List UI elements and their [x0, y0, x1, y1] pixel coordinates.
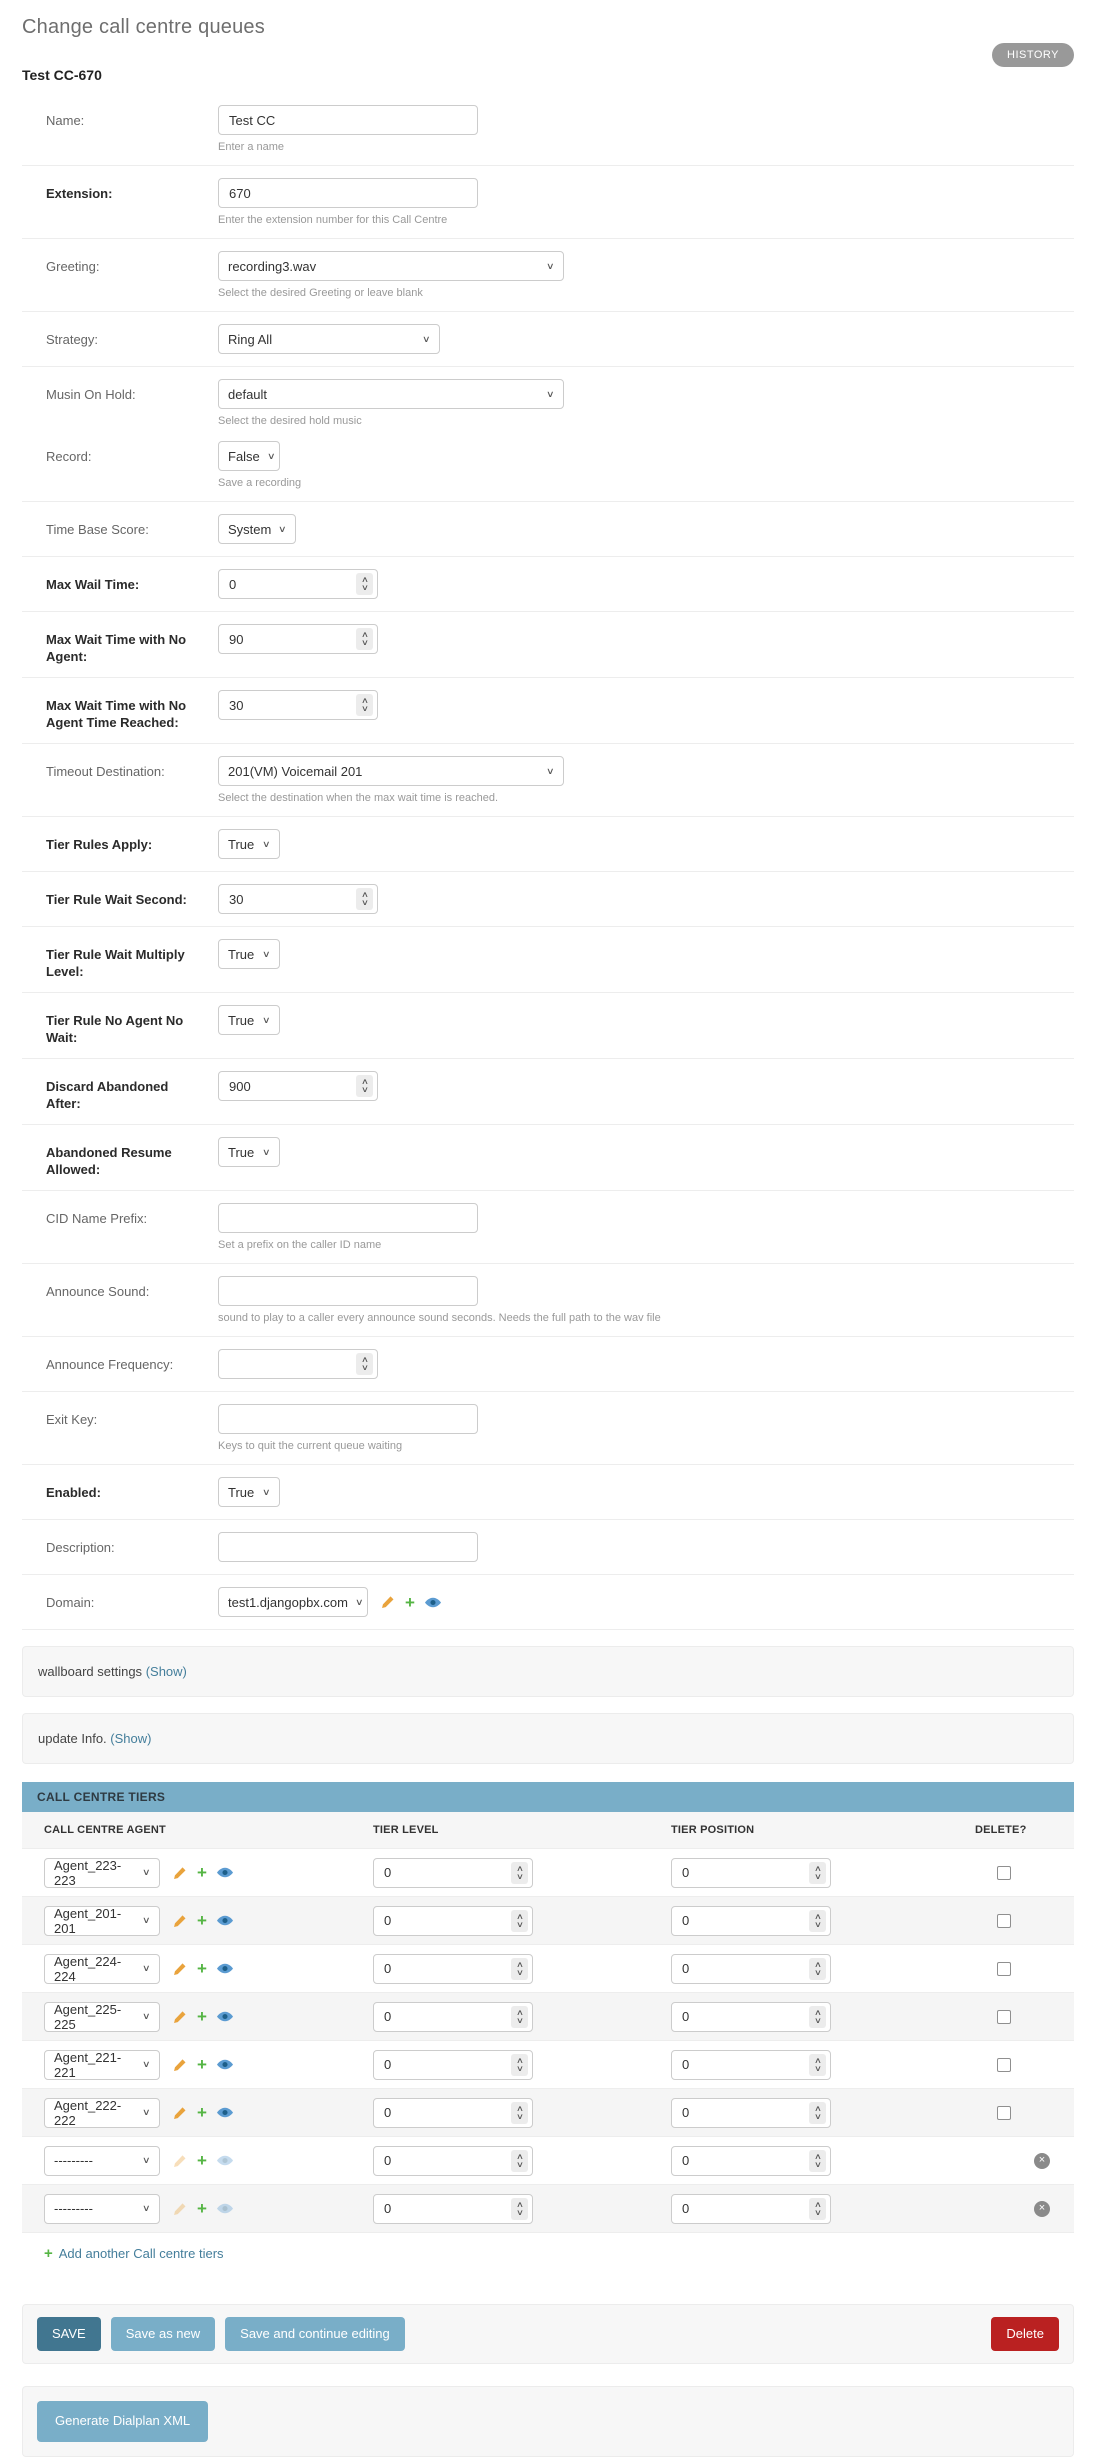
pencil-icon[interactable] — [173, 2154, 187, 2168]
history-button[interactable]: HISTORY — [992, 43, 1074, 67]
tier-position-input[interactable]: 0 ∧ ∨ — [671, 2098, 831, 2128]
tier_rule_wait_second-input[interactable]: 30 ∧ ∨ — [218, 884, 378, 914]
related-widget-icons — [173, 2098, 233, 2128]
chevron-down-icon: ∨ — [142, 2107, 151, 2117]
chevron-down-icon: ∨ — [422, 333, 431, 344]
timeout_destination-select[interactable]: 201(VM) Voicemail 201 ∨ — [218, 756, 564, 786]
spinner-up-icon[interactable]: ∧ — [360, 1355, 369, 1364]
call-centre-agent-select[interactable]: Agent_222-222 ∨ — [44, 2098, 160, 2128]
chevron-down-icon: ∨ — [142, 2011, 151, 2021]
spinner-up-icon[interactable]: ∧ — [515, 2007, 524, 2017]
eye-icon[interactable] — [217, 2203, 233, 2214]
form-row-enabled — [22, 1465, 1074, 1520]
chevron-down-icon: ∨ — [266, 450, 276, 461]
related-widget-icons — [173, 1858, 233, 1888]
call-centre-agent-select[interactable]: Agent_225-225 ∨ — [44, 2002, 160, 2032]
spinner-down-icon[interactable]: ∨ — [360, 704, 369, 713]
save-button[interactable]: SAVE — [37, 2317, 101, 2351]
pencil-icon[interactable] — [173, 1866, 187, 1880]
tier_rules_apply-select[interactable]: True ∨ — [218, 829, 280, 859]
max_wait_time_with_no_agent-label: Max Wait Time with No Agent: — [46, 632, 187, 664]
col-header-tier-level: TIER LEVEL — [373, 1824, 439, 1836]
chevron-down-icon: ∨ — [142, 2155, 151, 2165]
spinner-down-icon[interactable]: ∨ — [360, 898, 369, 907]
spinner-up-icon[interactable]: ∧ — [813, 2151, 822, 2161]
number-spinner[interactable] — [809, 1862, 826, 1884]
form-row-cid_name_prefix — [22, 1191, 1074, 1264]
form-row-exit_key — [22, 1392, 1074, 1465]
content-area — [0, 16, 1096, 2457]
add-icon: + — [44, 2245, 53, 2262]
announce_sound-input[interactable] — [218, 1276, 478, 1306]
spinner-up-icon[interactable]: ∧ — [813, 1959, 822, 1969]
tier-level-input[interactable]: 0 ∧ ∨ — [373, 1858, 533, 1888]
spinner-down-icon[interactable]: ∨ — [360, 583, 369, 592]
chevron-down-icon: ∨ — [142, 1963, 151, 1973]
spinner-down-icon[interactable]: ∨ — [813, 1919, 822, 1929]
form-row-extension — [22, 166, 1074, 239]
plus-icon[interactable]: + — [197, 2151, 207, 2170]
call-centre-agent-select[interactable]: Agent_201-201 ∨ — [44, 1906, 160, 1936]
number-spinner[interactable] — [511, 1910, 528, 1932]
related-widget-icons — [173, 1906, 233, 1936]
spinner-down-icon[interactable]: ∨ — [515, 2207, 524, 2217]
tier-row — [22, 1896, 1074, 1944]
delete-checkbox[interactable] — [997, 1962, 1011, 1976]
spinner-down-icon[interactable]: ∨ — [515, 2111, 524, 2121]
name-help-text: Enter a name — [218, 141, 285, 153]
chevron-down-icon: ∨ — [142, 1867, 151, 1877]
chevron-down-icon: ∨ — [262, 948, 271, 959]
form-row-announce_frequency — [22, 1337, 1074, 1392]
related-widget-icons — [381, 1587, 441, 1617]
pencil-icon[interactable] — [173, 1962, 187, 1976]
eye-icon[interactable] — [217, 1867, 233, 1878]
number-spinner[interactable] — [356, 628, 373, 650]
strategy-select[interactable]: Ring All ∨ — [218, 324, 440, 354]
spinner-down-icon[interactable]: ∨ — [515, 1919, 524, 1929]
delete-checkbox[interactable] — [997, 2010, 1011, 2024]
queue-form — [22, 93, 1074, 1630]
generate-dialplan-xml-button[interactable]: Generate Dialplan XML — [37, 2401, 208, 2441]
col-header-tier-position: TIER POSITION — [671, 1824, 755, 1836]
form-row-tier_rule_wait_multiply_level — [22, 927, 1074, 993]
spinner-up-icon[interactable]: ∧ — [813, 2007, 822, 2017]
music_on_hold-label: Musin On Hold: — [46, 387, 136, 402]
spinner-down-icon[interactable]: ∨ — [813, 2207, 822, 2217]
max_wait_time_with_no_agent_time_reached-label: Max Wait Time with No Agent Time Reached: — [46, 698, 187, 730]
call-centre-agent-select[interactable]: --------- ∨ — [44, 2194, 160, 2224]
number-spinner[interactable] — [511, 2150, 528, 2172]
delete-checkbox[interactable] — [997, 1866, 1011, 1880]
tier_rule_wait_second-label: Tier Rule Wait Second: — [46, 892, 187, 907]
plus-icon[interactable]: + — [405, 1592, 415, 1612]
number-spinner[interactable] — [356, 694, 373, 716]
spinner-down-icon[interactable]: ∨ — [515, 2159, 524, 2169]
related-widget-icons — [173, 2194, 233, 2224]
plus-icon[interactable]: + — [197, 2199, 207, 2218]
wallboard-settings-panel — [22, 1646, 1074, 1697]
spinner-up-icon[interactable]: ∧ — [515, 1959, 524, 1969]
announce_frequency-label: Announce Frequency: — [46, 1357, 174, 1372]
spinner-down-icon[interactable]: ∨ — [813, 2063, 822, 2073]
spinner-up-icon[interactable]: ∧ — [515, 2055, 524, 2065]
tier-level-input[interactable]: 0 ∧ ∨ — [373, 2194, 533, 2224]
call-centre-agent-select[interactable]: Agent_224-224 ∨ — [44, 1954, 160, 1984]
tier-row — [22, 1944, 1074, 1992]
pencil-icon[interactable] — [173, 2010, 187, 2024]
form-row-tier_rule_wait_second — [22, 872, 1074, 927]
object-name: Test CC-670 — [22, 67, 102, 83]
form-row-max_wait_time_with_no_agent — [22, 612, 1074, 678]
chevron-down-icon: ∨ — [262, 1014, 271, 1025]
form-row-time_base_score — [22, 502, 1074, 557]
greeting-help-text: Select the desired Greeting or leave blank — [218, 287, 423, 299]
spinner-down-icon[interactable]: ∨ — [515, 1871, 524, 1881]
spinner-up-icon[interactable]: ∧ — [813, 2199, 822, 2209]
spinner-up-icon[interactable]: ∧ — [360, 575, 369, 584]
call-centre-agent-select[interactable]: Agent_223-223 ∨ — [44, 1858, 160, 1888]
tier-row — [22, 1992, 1074, 2040]
add-another-tier-link[interactable]: Add another Call centre tiers — [58, 2246, 224, 2261]
eye-icon[interactable] — [217, 1915, 233, 1926]
remove-row-icon[interactable]: × — [1034, 2153, 1050, 2169]
tier-level-input[interactable]: 0 ∧ ∨ — [373, 2002, 533, 2032]
number-spinner[interactable] — [809, 2102, 826, 2124]
spinner-down-icon[interactable]: ∨ — [515, 2015, 524, 2025]
tier-position-input[interactable]: 0 ∧ ∨ — [671, 2050, 831, 2080]
tier-row — [22, 2184, 1074, 2232]
form-row-domain — [22, 1575, 1074, 1630]
tier-row — [22, 2040, 1074, 2088]
spinner-down-icon[interactable]: ∨ — [813, 2159, 822, 2169]
chevron-down-icon: ∨ — [546, 260, 555, 271]
spinner-down-icon[interactable]: ∨ — [813, 2015, 822, 2025]
tier-level-input[interactable]: 0 ∧ ∨ — [373, 2146, 533, 2176]
form-row-tier_rules_apply — [22, 817, 1074, 872]
spinner-down-icon[interactable]: ∨ — [813, 2111, 822, 2121]
tier-row — [22, 1848, 1074, 1896]
number-spinner[interactable] — [809, 2198, 826, 2220]
tiers-column-headers — [22, 1812, 1074, 1848]
spinner-up-icon[interactable]: ∧ — [813, 1863, 822, 1873]
plus-icon[interactable]: + — [197, 2103, 207, 2122]
related-widget-icons — [173, 2050, 233, 2080]
number-spinner[interactable] — [809, 1910, 826, 1932]
timeout_destination-label: Timeout Destination: — [46, 764, 165, 779]
eye-icon[interactable] — [217, 2011, 233, 2022]
tier_rule_no_agent_no_wait-label: Tier Rule No Agent No Wait: — [46, 1013, 184, 1045]
announce_sound-label: Announce Sound: — [46, 1284, 150, 1299]
domain-label: Domain: — [46, 1595, 95, 1610]
spinner-up-icon[interactable]: ∧ — [515, 2199, 524, 2209]
number-spinner[interactable] — [809, 2054, 826, 2076]
timeout_destination-help-text: Select the destination when the max wait time is reached. — [218, 792, 499, 804]
spinner-up-icon[interactable]: ∧ — [515, 2103, 524, 2113]
pencil-icon[interactable] — [173, 2202, 187, 2216]
eye-icon[interactable] — [217, 2107, 233, 2118]
tier-level-input[interactable]: 0 ∧ ∨ — [373, 2050, 533, 2080]
chevron-down-icon: ∨ — [354, 1596, 364, 1607]
tier-position-input[interactable]: 0 ∧ ∨ — [671, 2194, 831, 2224]
max_wait_time-label: Max Wail Time: — [46, 577, 140, 592]
pencil-icon[interactable] — [381, 1595, 395, 1609]
form-row-abandoned_resume_allowed — [22, 1125, 1074, 1191]
update-info-show-link[interactable]: (Show) — [110, 1731, 152, 1746]
chevron-down-icon: ∨ — [262, 838, 271, 849]
abandoned_resume_allowed-select[interactable]: True ∨ — [218, 1137, 280, 1167]
number-spinner[interactable] — [511, 1862, 528, 1884]
spinner-down-icon[interactable]: ∨ — [813, 1871, 822, 1881]
tier_rules_apply-label: Tier Rules Apply: — [46, 837, 153, 852]
update-info-panel — [22, 1713, 1074, 1764]
form-row-discard_abandoned_after — [22, 1059, 1074, 1125]
call-centre-tiers-module — [22, 1782, 1074, 2274]
call-centre-agent-select[interactable]: Agent_221-221 ∨ — [44, 2050, 160, 2080]
chevron-down-icon: ∨ — [142, 2203, 151, 2213]
max_wait_time-input[interactable]: 0 ∧ ∨ — [218, 569, 378, 599]
extension-label: Extension: — [46, 186, 113, 201]
object-tools — [22, 43, 1074, 67]
tier-row — [22, 2136, 1074, 2184]
chevron-down-icon: ∨ — [546, 388, 555, 399]
plus-icon[interactable]: + — [197, 2007, 207, 2026]
tier-rows — [22, 1848, 1074, 2232]
spinner-up-icon[interactable]: ∧ — [515, 1863, 524, 1873]
plus-icon[interactable]: + — [197, 1959, 207, 1978]
chevron-down-icon: ∨ — [262, 1146, 271, 1157]
spinner-down-icon[interactable]: ∨ — [515, 2063, 524, 2073]
form-row-music_on_hold — [22, 367, 1074, 429]
update-info-title: update Info. — [38, 1731, 107, 1746]
form-row-strategy — [22, 312, 1074, 367]
spinner-up-icon[interactable]: ∧ — [515, 2151, 524, 2161]
extension-help-text: Enter the extension number for this Call Centre — [218, 214, 448, 226]
form-row-description — [22, 1520, 1074, 1575]
spinner-up-icon[interactable]: ∧ — [515, 1911, 524, 1921]
pencil-icon[interactable] — [173, 2106, 187, 2120]
save-as-new-button[interactable]: Save as new — [111, 2317, 215, 2351]
delete-checkbox[interactable] — [997, 1914, 1011, 1928]
spinner-down-icon[interactable]: ∨ — [360, 638, 369, 647]
spinner-up-icon[interactable]: ∧ — [360, 1077, 369, 1086]
tier-position-input[interactable]: 0 ∧ ∨ — [671, 2146, 831, 2176]
chevron-down-icon: ∨ — [142, 1915, 151, 1925]
enabled-select[interactable]: True ∨ — [218, 1477, 280, 1507]
discard_abandoned_after-input[interactable]: 900 ∧ ∨ — [218, 1071, 378, 1101]
max_wait_time_with_no_agent_time_reached-input[interactable]: 30 ∧ ∨ — [218, 690, 378, 720]
tier_rule_wait_multiply_level-label: Tier Rule Wait Multiply Level: — [46, 947, 185, 979]
tier-position-input[interactable]: 0 ∧ ∨ — [671, 1906, 831, 1936]
generate-panel — [22, 2386, 1074, 2456]
form-row-greeting — [22, 239, 1074, 312]
enabled-label: Enabled: — [46, 1485, 101, 1500]
eye-icon[interactable] — [425, 1597, 441, 1608]
form-row-timeout_destination — [22, 744, 1074, 817]
spinner-up-icon[interactable]: ∧ — [813, 1911, 822, 1921]
delete-checkbox[interactable] — [997, 2106, 1011, 2120]
add-tier-row — [22, 2232, 1074, 2274]
exit_key-help-text: Keys to quit the current queue waiting — [218, 1440, 403, 1452]
submit-row — [22, 2304, 1074, 2364]
number-spinner[interactable] — [511, 1958, 528, 1980]
cid_name_prefix-input[interactable] — [218, 1203, 478, 1233]
call-centre-agent-select[interactable]: --------- ∨ — [44, 2146, 160, 2176]
remove-row-icon[interactable]: × — [1034, 2201, 1050, 2217]
announce_frequency-input[interactable] — [218, 1349, 378, 1379]
wallboard-settings-show-link[interactable]: (Show) — [145, 1664, 187, 1679]
exit_key-input[interactable] — [218, 1404, 478, 1434]
page-title: Change call centre queues — [22, 16, 265, 38]
tier-level-input[interactable]: 0 ∧ ∨ — [373, 1954, 533, 1984]
form-row-max_wait_time_with_no_agent_time_reached — [22, 678, 1074, 744]
number-spinner[interactable] — [356, 888, 373, 910]
description-label: Description: — [46, 1540, 115, 1555]
spinner-up-icon[interactable]: ∧ — [360, 630, 369, 639]
eye-icon[interactable] — [217, 2155, 233, 2166]
related-widget-icons — [173, 2146, 233, 2176]
description-input[interactable] — [218, 1532, 478, 1562]
col-header-delete: DELETE? — [975, 1824, 1027, 1836]
music_on_hold-help-text: Select the desired hold music — [218, 415, 362, 427]
record-label: Record: — [46, 449, 92, 464]
max_wait_time_with_no_agent-input[interactable]: 90 ∧ ∨ — [218, 624, 378, 654]
cid_name_prefix-label: CID Name Prefix: — [46, 1211, 148, 1226]
number-spinner[interactable] — [511, 2102, 528, 2124]
name-input[interactable]: Test CC — [218, 105, 478, 135]
chevron-down-icon: ∨ — [546, 765, 555, 776]
number-spinner[interactable] — [511, 2054, 528, 2076]
strategy-label: Strategy: — [46, 332, 99, 347]
delete-button[interactable]: Delete — [991, 2317, 1059, 2351]
name-label: Name: — [46, 113, 85, 128]
spinner-down-icon[interactable]: ∨ — [360, 1085, 369, 1094]
number-spinner[interactable] — [511, 2006, 528, 2028]
cid_name_prefix-help-text: Set a prefix on the caller ID name — [218, 1239, 382, 1251]
number-spinner[interactable] — [809, 2150, 826, 2172]
tier-level-input[interactable]: 0 ∧ ∨ — [373, 2098, 533, 2128]
record-help-text: Save a recording — [218, 477, 302, 489]
spinner-up-icon[interactable]: ∧ — [813, 2103, 822, 2113]
plus-icon[interactable]: + — [197, 1911, 207, 1930]
announce_sound-help-text: sound to play to a caller every announce sound seconds. Needs the full path to the wav file — [218, 1312, 661, 1324]
save-and-continue-button[interactable]: Save and continue editing — [225, 2317, 405, 2351]
number-spinner[interactable] — [809, 1958, 826, 1980]
tier_rule_wait_multiply_level-select[interactable]: True ∨ — [218, 939, 280, 969]
greeting-label: Greeting: — [46, 259, 100, 274]
spinner-up-icon[interactable]: ∧ — [360, 696, 369, 705]
pencil-icon[interactable] — [173, 2058, 187, 2072]
eye-icon[interactable] — [217, 2059, 233, 2070]
abandoned_resume_allowed-label: Abandoned Resume Allowed: — [46, 1145, 172, 1177]
spinner-down-icon[interactable]: ∨ — [813, 1967, 822, 1977]
call-centre-tiers-header: CALL CENTRE TIERS — [22, 1782, 1074, 1812]
music_on_hold-select[interactable]: default ∨ — [218, 379, 564, 409]
spinner-up-icon[interactable]: ∧ — [813, 2055, 822, 2065]
col-header-call-centre-agent: CALL CENTRE AGENT — [44, 1824, 166, 1836]
related-widget-icons — [173, 1954, 233, 1984]
tier_rule_no_agent_no_wait-select[interactable]: True ∨ — [218, 1005, 280, 1035]
tier-position-input[interactable]: 0 ∧ ∨ — [671, 1954, 831, 1984]
related-widget-icons — [173, 2002, 233, 2032]
wallboard-settings-title: wallboard settings — [38, 1664, 143, 1679]
domain-select[interactable]: test1.djangopbx.com ∨ — [218, 1587, 368, 1617]
extension-input[interactable]: 670 — [218, 178, 478, 208]
pencil-icon[interactable] — [173, 1914, 187, 1928]
time_base_score-label: Time Base Score: — [46, 522, 149, 537]
chevron-down-icon: ∨ — [142, 2059, 151, 2069]
number-spinner[interactable] — [511, 2198, 528, 2220]
record-select[interactable]: False ∨ — [218, 441, 280, 471]
number-spinner[interactable] — [356, 1075, 373, 1097]
chevron-down-icon: ∨ — [262, 1486, 271, 1497]
exit_key-label: Exit Key: — [46, 1412, 98, 1427]
tier-row — [22, 2088, 1074, 2136]
number-spinner[interactable] — [356, 573, 373, 595]
delete-checkbox[interactable] — [997, 2058, 1011, 2072]
discard_abandoned_after-label: Discard Abandoned After: — [46, 1079, 169, 1111]
form-row-announce_sound — [22, 1264, 1074, 1337]
form-row-name — [22, 93, 1074, 166]
time_base_score-select[interactable]: System ∨ — [218, 514, 296, 544]
spinner-down-icon[interactable]: ∨ — [515, 1967, 524, 1977]
spinner-down-icon[interactable]: ∨ — [360, 1363, 369, 1372]
spinner-up-icon[interactable]: ∧ — [360, 890, 369, 899]
tier-level-input[interactable]: 0 ∧ ∨ — [373, 1906, 533, 1936]
greeting-select[interactable]: recording3.wav ∨ — [218, 251, 564, 281]
tier-position-input[interactable]: 0 ∧ ∨ — [671, 2002, 831, 2032]
plus-icon[interactable]: + — [197, 2055, 207, 2074]
eye-icon[interactable] — [217, 1963, 233, 1974]
form-row-record — [22, 429, 1074, 502]
plus-icon[interactable]: + — [197, 1863, 207, 1882]
chevron-down-icon: ∨ — [278, 523, 287, 534]
number-spinner[interactable] — [809, 2006, 826, 2028]
tier-position-input[interactable]: 0 ∧ ∨ — [671, 1858, 831, 1888]
form-row-tier_rule_no_agent_no_wait — [22, 993, 1074, 1059]
number-spinner[interactable] — [356, 1353, 373, 1375]
form-row-max_wait_time — [22, 557, 1074, 612]
